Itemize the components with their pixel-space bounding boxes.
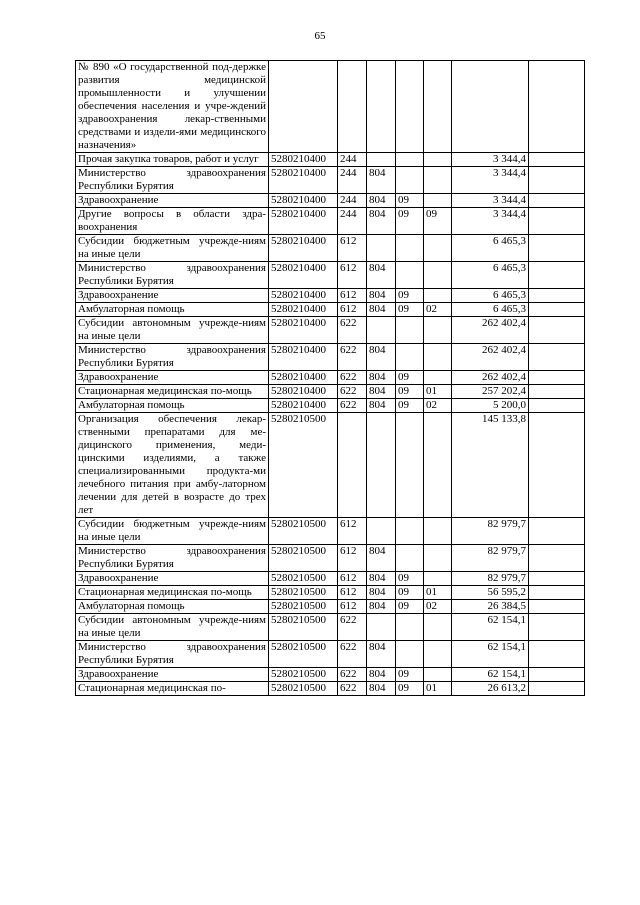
extra-cell — [529, 545, 585, 572]
subsection-code-cell — [424, 153, 452, 167]
section-code-cell — [396, 518, 424, 545]
subsection-code-cell — [424, 235, 452, 262]
target-article-code-cell: 5280210400 — [269, 385, 338, 399]
subsection-code-cell — [424, 545, 452, 572]
table-row — [76, 153, 585, 167]
target-article-code-cell: 5280210400 — [269, 235, 338, 262]
grbs-code-cell: 804 — [367, 545, 396, 572]
grbs-code-cell: 804 — [367, 262, 396, 289]
budget-table — [75, 60, 585, 696]
section-code-cell — [396, 614, 424, 641]
extra-cell — [529, 668, 585, 682]
section-code-cell: 09 — [396, 682, 424, 696]
amount-cell: 6 465,3 — [452, 289, 529, 303]
section-code-cell: 09 — [396, 303, 424, 317]
row-name-cell: Здравоохранение — [76, 572, 269, 586]
target-article-code-cell: 5280210400 — [269, 262, 338, 289]
section-code-cell: 09 — [396, 586, 424, 600]
table-row — [76, 303, 585, 317]
table-row — [76, 385, 585, 399]
expense-type-cell: 622 — [338, 317, 367, 344]
subsection-code-cell — [424, 641, 452, 668]
section-code-cell: 09 — [396, 208, 424, 235]
row-name-cell: Организация обеспечения лекар-ственными препаратами для ме-дицинского применения, меди-цинскими изделиями, а также специализированными продукта-ми лечебного питания при амбу-латорном лечении для детей в возрасте до трех лет — [76, 413, 269, 518]
section-code-cell — [396, 641, 424, 668]
amount-cell: 56 595,2 — [452, 586, 529, 600]
target-article-code-cell: 5280210500 — [269, 572, 338, 586]
target-article-code-cell: 5280210500 — [269, 586, 338, 600]
subsection-code-cell: 09 — [424, 208, 452, 235]
amount-cell: 257 202,4 — [452, 385, 529, 399]
amount-cell: 3 344,4 — [452, 153, 529, 167]
row-name-cell: Амбулаторная помощь — [76, 600, 269, 614]
expense-type-cell: 612 — [338, 235, 367, 262]
grbs-code-cell: 804 — [367, 371, 396, 385]
table-row — [76, 235, 585, 262]
extra-cell — [529, 682, 585, 696]
row-name-cell: Стационарная медицинская по-мощь — [76, 586, 269, 600]
amount-cell: 62 154,1 — [452, 668, 529, 682]
grbs-code-cell: 804 — [367, 208, 396, 235]
amount-cell: 3 344,4 — [452, 167, 529, 194]
expense-type-cell: 612 — [338, 518, 367, 545]
target-article-code-cell: 5280210500 — [269, 668, 338, 682]
amount-cell: 3 344,4 — [452, 208, 529, 235]
row-name-cell: Амбулаторная помощь — [76, 399, 269, 413]
extra-cell — [529, 344, 585, 371]
table-row — [76, 586, 585, 600]
subsection-code-cell — [424, 194, 452, 208]
subsection-code-cell — [424, 614, 452, 641]
amount-cell: 262 402,4 — [452, 344, 529, 371]
expense-type-cell: 612 — [338, 262, 367, 289]
section-code-cell — [396, 61, 424, 153]
amount-cell: 5 200,0 — [452, 399, 529, 413]
target-article-code-cell: 5280210500 — [269, 614, 338, 641]
subsection-code-cell — [424, 572, 452, 586]
section-code-cell: 09 — [396, 600, 424, 614]
extra-cell — [529, 413, 585, 518]
extra-cell — [529, 614, 585, 641]
table-row — [76, 208, 585, 235]
table-row — [76, 262, 585, 289]
grbs-code-cell: 804 — [367, 385, 396, 399]
extra-cell — [529, 572, 585, 586]
table-row — [76, 194, 585, 208]
target-article-code-cell: 5280210500 — [269, 545, 338, 572]
subsection-code-cell — [424, 371, 452, 385]
grbs-code-cell — [367, 614, 396, 641]
subsection-code-cell — [424, 317, 452, 344]
target-article-code-cell: 5280210400 — [269, 194, 338, 208]
table-row — [76, 600, 585, 614]
amount-cell: 82 979,7 — [452, 518, 529, 545]
section-code-cell — [396, 344, 424, 371]
grbs-code-cell: 804 — [367, 303, 396, 317]
expense-type-cell: 244 — [338, 153, 367, 167]
expense-type-cell: 622 — [338, 682, 367, 696]
extra-cell — [529, 262, 585, 289]
target-article-code-cell: 5280210500 — [269, 518, 338, 545]
row-name-cell: Субсидии бюджетным учрежде-ниям на иные цели — [76, 518, 269, 545]
expense-type-cell: 612 — [338, 600, 367, 614]
amount-cell: 262 402,4 — [452, 317, 529, 344]
subsection-code-cell: 01 — [424, 385, 452, 399]
row-name-cell: Министерство здравоохранения Республики Бурятия — [76, 344, 269, 371]
subsection-code-cell — [424, 668, 452, 682]
table-row — [76, 317, 585, 344]
expense-type-cell: 244 — [338, 167, 367, 194]
grbs-code-cell — [367, 413, 396, 518]
amount-cell: 82 979,7 — [452, 572, 529, 586]
grbs-code-cell — [367, 518, 396, 545]
amount-cell: 26 384,5 — [452, 600, 529, 614]
expense-type-cell — [338, 61, 367, 153]
page-number: 65 — [314, 30, 326, 42]
expense-type-cell: 612 — [338, 572, 367, 586]
grbs-code-cell: 804 — [367, 572, 396, 586]
row-name-cell: Стационарная медицинская по-мощь — [76, 385, 269, 399]
grbs-code-cell: 804 — [367, 289, 396, 303]
grbs-code-cell: 804 — [367, 167, 396, 194]
amount-cell: 62 154,1 — [452, 614, 529, 641]
section-code-cell: 09 — [396, 371, 424, 385]
table-row — [76, 344, 585, 371]
expense-type-cell: 612 — [338, 586, 367, 600]
section-code-cell: 09 — [396, 194, 424, 208]
amount-cell: 6 465,3 — [452, 235, 529, 262]
expense-type-cell: 622 — [338, 641, 367, 668]
extra-cell — [529, 371, 585, 385]
extra-cell — [529, 235, 585, 262]
row-name-cell: Здравоохранение — [76, 668, 269, 682]
target-article-code-cell: 5280210400 — [269, 344, 338, 371]
expense-type-cell: 244 — [338, 208, 367, 235]
row-name-cell: Субсидии автономным учрежде-ниям на иные цели — [76, 614, 269, 641]
target-article-code-cell: 5280210500 — [269, 641, 338, 668]
table-row — [76, 167, 585, 194]
table-row — [76, 399, 585, 413]
expense-type-cell: 622 — [338, 371, 367, 385]
row-name-cell: Стационарная медицинская по- — [76, 682, 269, 696]
row-name-cell: Министерство здравоохранения Республики Бурятия — [76, 545, 269, 572]
subsection-code-cell: 02 — [424, 600, 452, 614]
table-row — [76, 614, 585, 641]
expense-type-cell: 622 — [338, 344, 367, 371]
subsection-code-cell — [424, 262, 452, 289]
extra-cell — [529, 167, 585, 194]
section-code-cell: 09 — [396, 572, 424, 586]
expense-type-cell: 244 — [338, 194, 367, 208]
amount-cell: 82 979,7 — [452, 545, 529, 572]
expense-type-cell: 622 — [338, 614, 367, 641]
grbs-code-cell: 804 — [367, 194, 396, 208]
target-article-code-cell: 5280210400 — [269, 317, 338, 344]
table-row — [76, 289, 585, 303]
row-name-cell: № 890 «О государственной под-держке развития медицинской промышленности и улучшении обеспечения населения и учре-ждений здравоохранения лекар-ственными средствами и издели-ями медицинского назначения» — [76, 61, 269, 153]
expense-type-cell: 612 — [338, 303, 367, 317]
subsection-code-cell — [424, 167, 452, 194]
row-name-cell: Министерство здравоохранения Республики Бурятия — [76, 167, 269, 194]
target-article-code-cell: 5280210500 — [269, 600, 338, 614]
subsection-code-cell — [424, 413, 452, 518]
table-row — [76, 545, 585, 572]
amount-cell: 3 344,4 — [452, 194, 529, 208]
extra-cell — [529, 317, 585, 344]
target-article-code-cell: 5280210400 — [269, 167, 338, 194]
extra-cell — [529, 61, 585, 153]
row-name-cell: Здравоохранение — [76, 194, 269, 208]
table-row — [76, 61, 585, 153]
grbs-code-cell — [367, 235, 396, 262]
row-name-cell: Субсидии бюджетным учрежде-ниям на иные цели — [76, 235, 269, 262]
amount-cell: 145 133,8 — [452, 413, 529, 518]
section-code-cell: 09 — [396, 289, 424, 303]
section-code-cell — [396, 235, 424, 262]
extra-cell — [529, 399, 585, 413]
grbs-code-cell — [367, 61, 396, 153]
grbs-code-cell: 804 — [367, 399, 396, 413]
subsection-code-cell — [424, 61, 452, 153]
expense-type-cell: 622 — [338, 385, 367, 399]
extra-cell — [529, 153, 585, 167]
subsection-code-cell: 02 — [424, 303, 452, 317]
section-code-cell — [396, 317, 424, 344]
row-name-cell: Субсидии автономным учрежде-ниям на иные цели — [76, 317, 269, 344]
grbs-code-cell — [367, 317, 396, 344]
grbs-code-cell — [367, 153, 396, 167]
subsection-code-cell — [424, 289, 452, 303]
extra-cell — [529, 303, 585, 317]
subsection-code-cell — [424, 344, 452, 371]
extra-cell — [529, 600, 585, 614]
section-code-cell — [396, 153, 424, 167]
extra-cell — [529, 518, 585, 545]
section-code-cell — [396, 167, 424, 194]
section-code-cell: 09 — [396, 385, 424, 399]
extra-cell — [529, 208, 585, 235]
table-row — [76, 668, 585, 682]
extra-cell — [529, 289, 585, 303]
section-code-cell: 09 — [396, 668, 424, 682]
row-name-cell: Другие вопросы в области здра-воохранения — [76, 208, 269, 235]
extra-cell — [529, 385, 585, 399]
grbs-code-cell: 804 — [367, 344, 396, 371]
expense-type-cell: 612 — [338, 545, 367, 572]
extra-cell — [529, 194, 585, 208]
target-article-code-cell: 5280210400 — [269, 371, 338, 385]
table-row — [76, 518, 585, 545]
extra-cell — [529, 641, 585, 668]
grbs-code-cell: 804 — [367, 668, 396, 682]
subsection-code-cell: 01 — [424, 682, 452, 696]
row-name-cell: Здравоохранение — [76, 289, 269, 303]
row-name-cell: Министерство здравоохранения Республики Бурятия — [76, 641, 269, 668]
target-article-code-cell: 5280210400 — [269, 153, 338, 167]
amount-cell: 62 154,1 — [452, 641, 529, 668]
table-row — [76, 641, 585, 668]
table-row — [76, 371, 585, 385]
expense-type-cell: 622 — [338, 668, 367, 682]
amount-cell: 26 613,2 — [452, 682, 529, 696]
table-row — [76, 572, 585, 586]
row-name-cell: Здравоохранение — [76, 371, 269, 385]
target-article-code-cell: 5280210500 — [269, 682, 338, 696]
target-article-code-cell: 5280210400 — [269, 289, 338, 303]
expense-type-cell: 612 — [338, 289, 367, 303]
expense-type-cell: 622 — [338, 399, 367, 413]
target-article-code-cell: 5280210400 — [269, 303, 338, 317]
target-article-code-cell: 5280210400 — [269, 208, 338, 235]
subsection-code-cell: 02 — [424, 399, 452, 413]
expense-type-cell — [338, 413, 367, 518]
grbs-code-cell: 804 — [367, 682, 396, 696]
subsection-code-cell — [424, 518, 452, 545]
amount-cell — [452, 61, 529, 153]
amount-cell: 262 402,4 — [452, 371, 529, 385]
grbs-code-cell: 804 — [367, 600, 396, 614]
grbs-code-cell: 804 — [367, 641, 396, 668]
section-code-cell — [396, 413, 424, 518]
extra-cell — [529, 586, 585, 600]
row-name-cell: Прочая закупка товаров, работ и услуг — [76, 153, 269, 167]
section-code-cell — [396, 262, 424, 289]
target-article-code-cell: 5280210500 — [269, 413, 338, 518]
target-article-code-cell: 5280210400 — [269, 399, 338, 413]
target-article-code-cell — [269, 61, 338, 153]
table-row — [76, 682, 585, 696]
section-code-cell: 09 — [396, 399, 424, 413]
row-name-cell: Министерство здравоохранения Республики Бурятия — [76, 262, 269, 289]
amount-cell: 6 465,3 — [452, 303, 529, 317]
table-row — [76, 413, 585, 518]
subsection-code-cell: 01 — [424, 586, 452, 600]
grbs-code-cell: 804 — [367, 586, 396, 600]
amount-cell: 6 465,3 — [452, 262, 529, 289]
section-code-cell — [396, 545, 424, 572]
row-name-cell: Амбулаторная помощь — [76, 303, 269, 317]
